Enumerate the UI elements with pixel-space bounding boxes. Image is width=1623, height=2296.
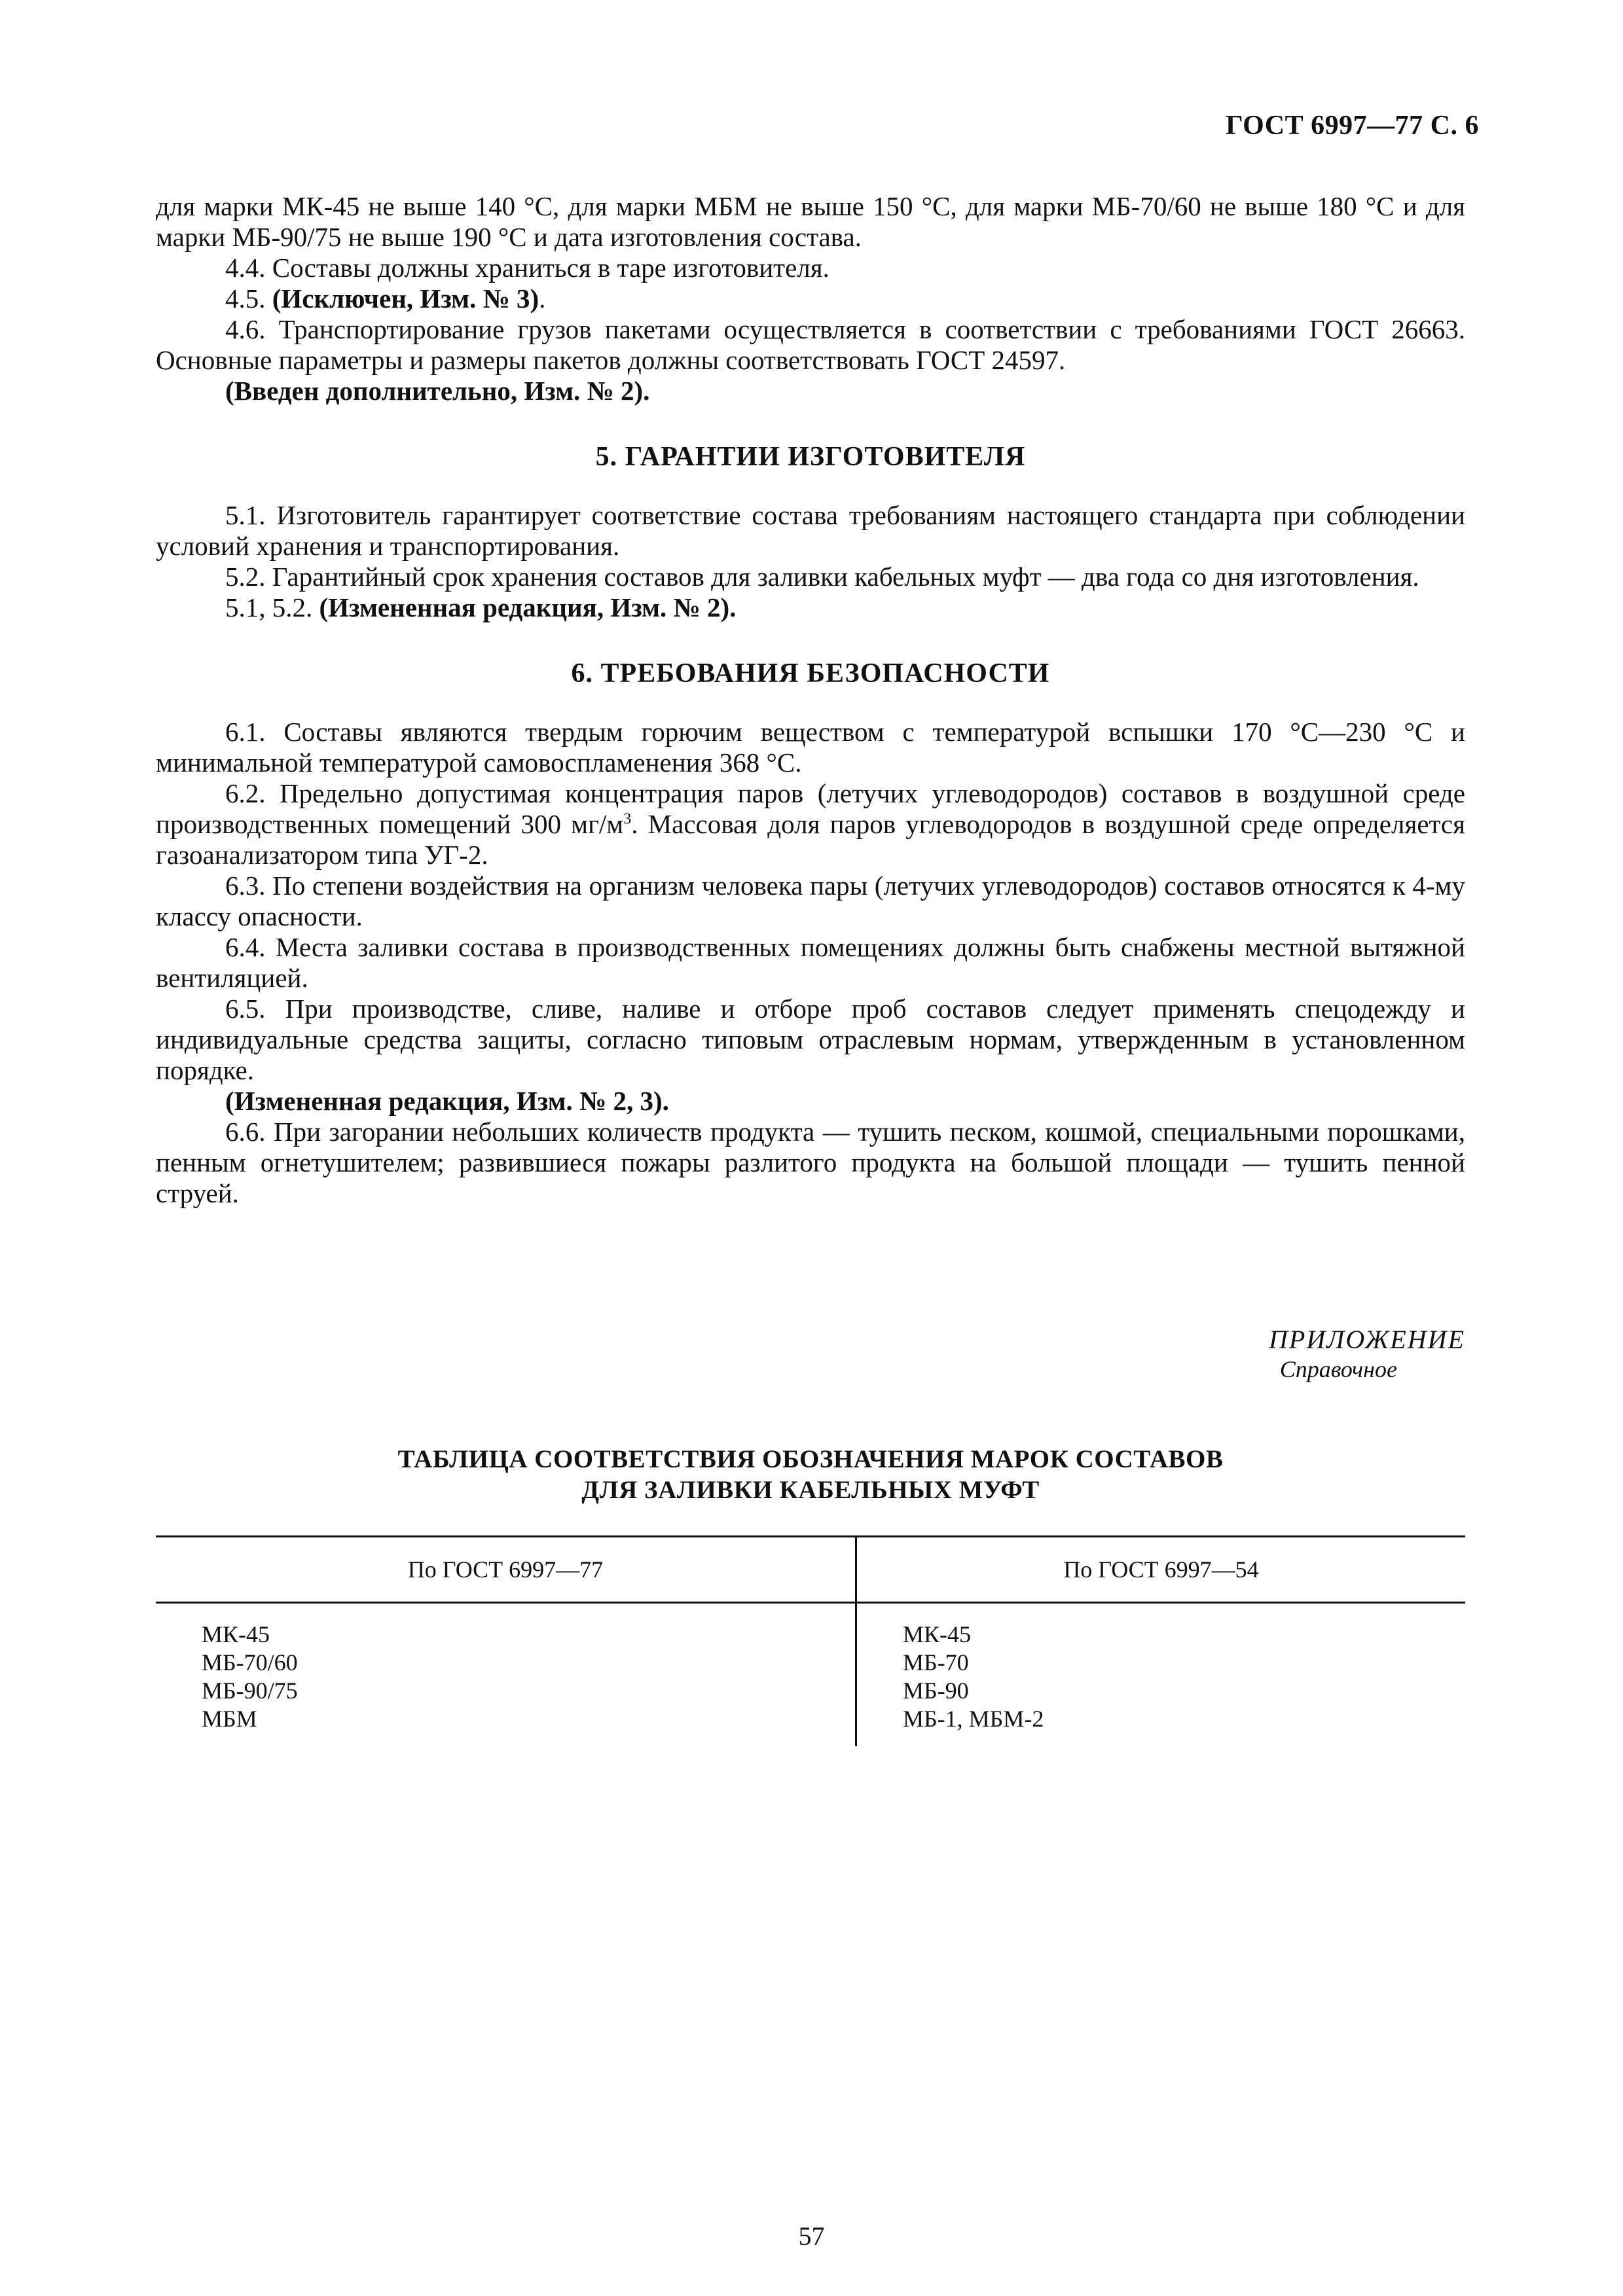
amendment-note: (Исключен, Изм. № 3) — [272, 283, 539, 314]
paragraph-6-2-text-b: . Массовая доля паров углеводородов в воздушной среде определяется газоанализатором типа УГ-2. — [156, 809, 1465, 870]
amendment-note: (Измененная редакция, Изм. № 2). — [319, 592, 737, 622]
paragraph-6-2-text-a: 6.2. Предельно допустимая концентрация паров (летучих углеводородов) составов в воздушной среде производственных помещений 300 мг/м — [156, 778, 1465, 839]
column-gost-54-cells — [856, 1603, 1466, 1747]
paragraph-5-1: 5.1. Изготовитель гарантирует соответствие состава требованиям настоящего стандарта при соблюдении условий хранения и транспортирования. — [156, 500, 1465, 561]
page-number: 57 — [798, 2221, 825, 2251]
column-gost-77-cells — [156, 1603, 856, 1747]
paragraph-4-5: 4.5. (Исключен, Изм. № 3). — [225, 283, 546, 314]
appendix-subtitle: Справочное — [1279, 1356, 1397, 1382]
paragraph-4-3-continued: для марки МК-45 не выше 140 °С, для марки МБМ не выше 150 °С, для марки МБ-70/60 не выше 180 °С и для марки МБ-90/75 не выше 190 °С и дата изготовления состава. — [156, 191, 1465, 252]
superscript: 3 — [623, 810, 632, 828]
table-cell: МБ-1, МБМ-2 — [903, 1706, 1044, 1732]
paragraph-5-note — [156, 592, 1465, 623]
table-cell: МБ-90 — [903, 1677, 969, 1704]
paragraph-6-4: 6.4. Места заливки состава в производственных помещениях должны быть снабжены местной вытяжной вентиляцией. — [156, 932, 1465, 993]
table-cell: МБ-70 — [903, 1649, 969, 1676]
appendix-label — [156, 1324, 1465, 1384]
section-6-heading: 6. ТРЕБОВАНИЯ БЕЗОПАСНОСТИ — [571, 658, 1050, 689]
page-header: ГОСТ 6997—77 С. 6 — [1225, 111, 1479, 141]
amendment-note: (Введен дополнительно, Изм. № 2). — [225, 376, 650, 406]
correspondence-table — [156, 1535, 1465, 1746]
table-title-line-1: ТАБЛИЦА СООТВЕТСТВИЯ ОБОЗНАЧЕНИЯ МАРОК СОСТАВОВ — [397, 1445, 1224, 1473]
table-cell: МБ-70/60 — [202, 1649, 298, 1676]
paragraph-4-5-number: 4.5. — [225, 283, 266, 314]
paragraph-6-6: 6.6. При загорании небольших количеств продукта — тушить песком, кошмой, специальными порошками, пенным огнетушителем; развившиеся пожары разлитого продукта на большой площади — тушить пенной струей. — [156, 1117, 1465, 1208]
table-cell: МК-45 — [903, 1621, 972, 1647]
table-row — [156, 1603, 1465, 1747]
amendment-note: (Измененная редакция, Изм. № 2, 3). — [225, 1086, 669, 1116]
paragraph-6-1: 6.1. Составы являются твердым горючим веществом с температурой вспышки 170 °С—230 °С и минимальной температурой самовоспламенения 368 °С. — [156, 717, 1465, 778]
table-cell: МБ-90/75 — [202, 1677, 298, 1704]
table-cell: МК-45 — [202, 1621, 270, 1647]
paragraph-6-3: 6.3. По степени воздействия на организм человека пары (летучих углеводородов) составов относятся к 4-му классу опасности. — [156, 870, 1465, 931]
column-header-gost-54: По ГОСТ 6997—54 — [856, 1537, 1466, 1603]
column-header-gost-77: По ГОСТ 6997—77 — [156, 1537, 856, 1603]
paragraph-4-6: 4.6. Транспортирование грузов пакетами осуществляется в соответствии с требованиями ГОСТ 26663. Основные параметры и размеры пакетов должны соответствовать ГОСТ 24597. — [156, 314, 1465, 375]
document-body — [156, 191, 1465, 1746]
paragraph-6-5: 6.5. При производстве, сливе, наливе и отборе проб составов следует применять спецодежду и индивидуальные средства защиты, согласно типовым отраслевым нормам, утвержденным в установленном порядке. — [156, 994, 1465, 1085]
table-title — [156, 1444, 1465, 1505]
table-cell: МБМ — [202, 1706, 257, 1732]
paragraph-4-4: 4.4. Составы должны храниться в таре изготовителя. — [225, 253, 830, 283]
paragraph-5-2: 5.2. Гарантийный срок хранения составов для заливки кабельных муфт — два года со дня изготовления. — [225, 562, 1419, 592]
paragraph-6-2 — [156, 778, 1465, 870]
section-5-heading: 5. ГАРАНТИИ ИЗГОТОВИТЕЛЯ — [595, 442, 1026, 472]
appendix-title: ПРИЛОЖЕНИЕ — [1269, 1325, 1465, 1354]
paragraph-5-note-number: 5.1, 5.2. — [225, 592, 313, 622]
table-title-line-2: ДЛЯ ЗАЛИВКИ КАБЕЛЬНЫХ МУФТ — [581, 1476, 1040, 1504]
table-header-row — [156, 1537, 1465, 1603]
